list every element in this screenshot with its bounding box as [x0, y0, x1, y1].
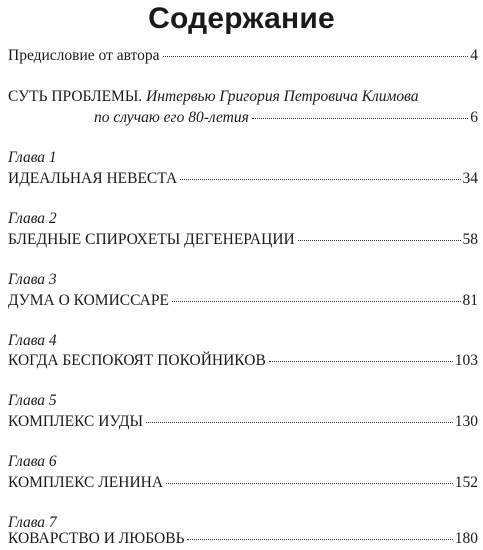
toc-entry-chapter-4[interactable] — [8, 352, 478, 370]
dot-leader — [166, 483, 453, 484]
toc-page-number: 180 — [454, 530, 478, 547]
toc-entry-chapter-3[interactable] — [8, 292, 478, 310]
toc-page-number: 34 — [462, 170, 478, 187]
toc-entry-subtitle: Интервью Григория Петровича Климова — [146, 88, 419, 105]
dot-leader — [298, 240, 461, 241]
toc-entry-preface[interactable] — [8, 47, 478, 65]
toc-entry-chapter-5[interactable] — [8, 413, 478, 431]
chapter-label: Глава 7 — [8, 514, 57, 531]
dot-leader — [269, 361, 453, 362]
toc-entry-chapter-1[interactable] — [8, 170, 478, 188]
toc-entry-title: КОВАРСТВО И ЛЮБОВЬ — [8, 530, 185, 547]
toc-entry-title: ДУМА О КОМИССАРЕ — [8, 292, 169, 309]
chapter-label: Глава 4 — [8, 332, 57, 349]
toc-page-number: 152 — [454, 474, 478, 491]
toc-entry-title: ИДЕАЛЬНАЯ НЕВЕСТА — [8, 170, 178, 187]
dot-leader — [163, 56, 469, 57]
dot-leader — [187, 539, 452, 540]
toc-entry-title: КОМПЛЕКС ЛЕНИНА — [8, 474, 164, 491]
toc-page-number: 130 — [454, 413, 478, 430]
chapter-label: Глава 2 — [8, 210, 57, 227]
page-title: Содержание — [148, 2, 335, 35]
chapter-label: Глава 5 — [8, 392, 57, 409]
toc-page-number: 4 — [470, 47, 478, 64]
toc-entry-title: СУТЬ ПРОБЛЕМЫ. — [8, 88, 143, 105]
chapter-label: Глава 3 — [8, 271, 57, 288]
chapter-label: Глава 1 — [8, 149, 57, 166]
toc-page-number: 81 — [462, 292, 478, 309]
dot-leader — [146, 422, 453, 423]
toc-page-number: 58 — [462, 231, 478, 248]
toc-entry-chapter-6[interactable] — [8, 474, 478, 492]
toc-entry-title: КОГДА БЕСПОКОЯТ ПОКОЙНИКОВ — [8, 352, 266, 369]
toc-entry-intro-continued[interactable] — [94, 109, 478, 127]
toc-entry-chapter-2[interactable] — [8, 231, 478, 249]
toc-page-number: 103 — [454, 352, 478, 369]
toc-entry-intro[interactable] — [8, 88, 478, 106]
toc-page-number: 6 — [470, 109, 478, 126]
toc-entry-title: КОМПЛЕКС ИУДЫ — [8, 413, 143, 430]
dot-leader — [172, 301, 461, 302]
toc-entry-title: БЛЕДНЫЕ СПИРОХЕТЫ ДЕГЕНЕРАЦИИ — [8, 231, 295, 248]
toc-entry-chapter-7[interactable] — [8, 530, 478, 548]
dot-leader — [252, 118, 468, 119]
chapter-label: Глава 6 — [8, 453, 57, 470]
toc-entry-title: Предисловие от автора — [8, 47, 160, 64]
dot-leader — [180, 179, 460, 180]
toc-entry-subtitle: по случаю его 80-летия — [94, 109, 249, 126]
